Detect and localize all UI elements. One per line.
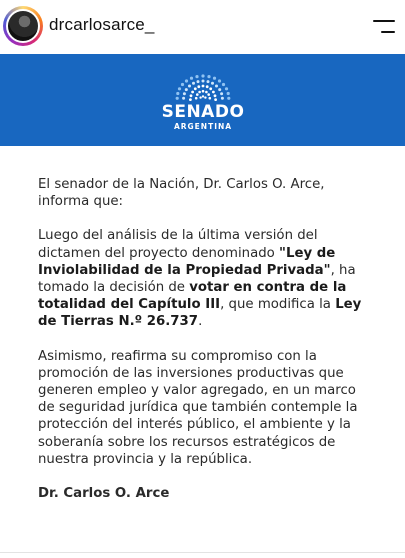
statement-paragraph-1 — [38, 227, 368, 330]
p1-text-2: , ha tomado la decisión de — [38, 262, 356, 296]
signature: Dr. Carlos O. Arce — [38, 486, 170, 502]
logo-subtitle: ARGENTINA — [173, 122, 233, 131]
senado-dome-icon — [173, 72, 233, 102]
avatar-image — [6, 9, 40, 43]
senado-logo — [159, 72, 247, 134]
statement-paragraph-2: Asimismo, reafirma su compromiso con la promoción de las inversiones productivas que generen empleo y valor agregado, en un marco de seguridad jurídica que también contemple la protección del interés público, el ambiente y la soberanía sobre los recursos estratégicos de nuestra provincia y la república. — [38, 348, 358, 467]
post-header — [0, 0, 405, 54]
p1-text-4: . — [198, 314, 203, 330]
statement-body — [38, 176, 368, 502]
logo-title: SENADO — [161, 102, 245, 122]
law-name: "Ley de Inviolabilidad de la Propiedad Privada" — [38, 245, 336, 278]
p1-text-1: Luego del análisis de la última versión del dictamen del proyecto denominado — [38, 228, 318, 261]
profile-avatar[interactable] — [3, 6, 43, 46]
hamburger-menu-icon[interactable] — [369, 18, 395, 36]
p1-text-3: , que modifica la — [220, 297, 336, 313]
vote-decision: votar en contra de la totalidad del Capítulo III — [38, 280, 347, 313]
statement-intro: El senador de la Nación, Dr. Carlos O. Arce, informa que: — [38, 177, 325, 210]
divider — [0, 552, 405, 553]
username-link[interactable]: drcarlosarce_ — [49, 15, 155, 34]
land-law-reference: Ley de Tierras N.º 26.737 — [38, 297, 362, 330]
